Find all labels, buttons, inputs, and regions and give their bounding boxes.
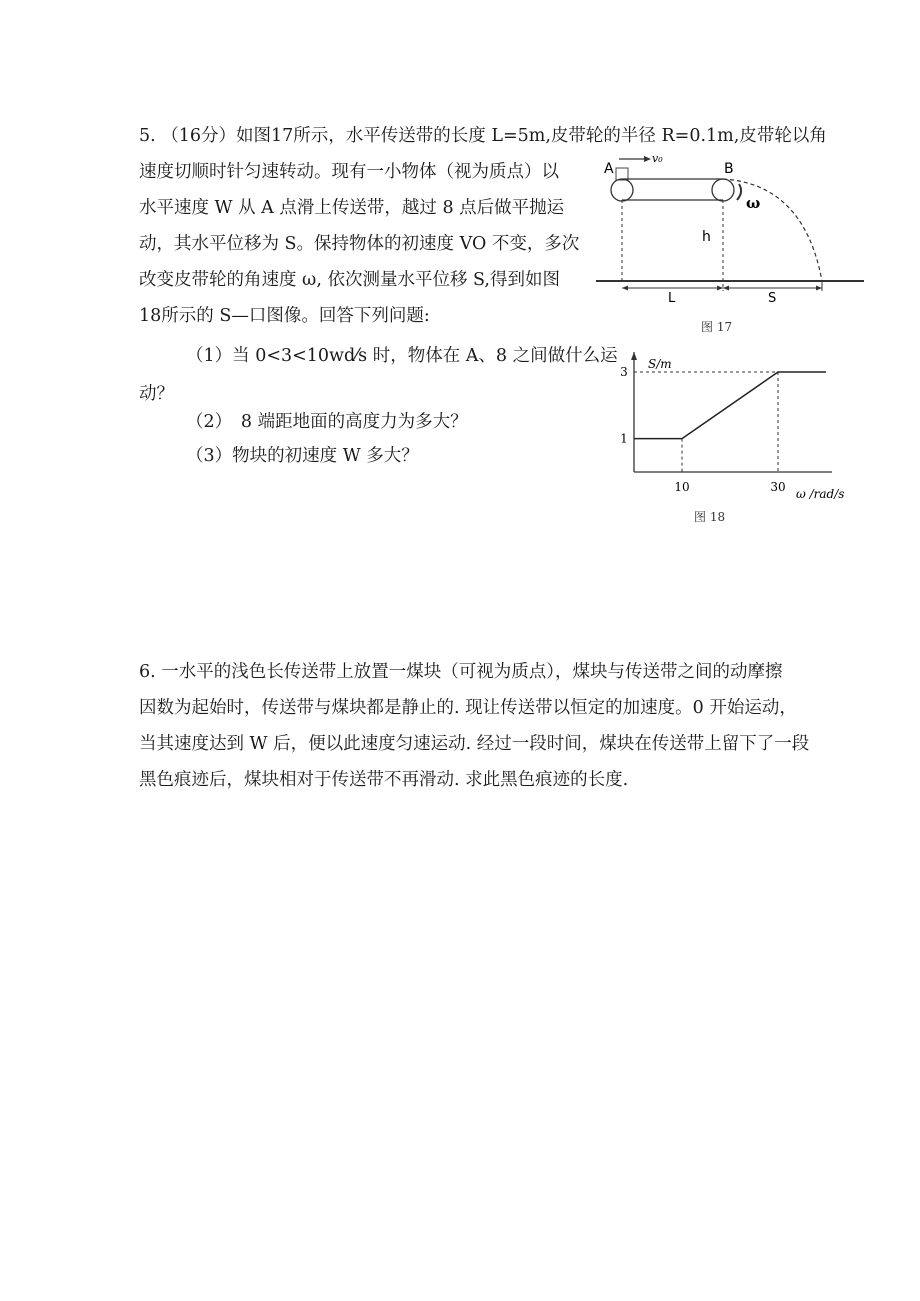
dim-l-arrow-right [717, 286, 723, 291]
dim-s-arrow-right [816, 286, 822, 291]
pulley-left [611, 179, 633, 201]
velocity-arrowhead [644, 156, 651, 162]
q5-sub-1-b: 动？ [139, 384, 174, 404]
fig17-caption: 图 17 [701, 320, 733, 334]
fig17-label-v0: v₀ [652, 152, 663, 165]
x-axis-label: ω /rad/s [796, 487, 845, 501]
q6-line-4: 黑色痕迹后，煤块相对于传送带不再滑动. 求此黑色痕迹的长度. [139, 770, 629, 790]
q6-line-3: 当其速度达到 W 后，便以此速度匀速运动. 经过一段时间，煤块在传送带上留下了一段 [139, 734, 810, 754]
fig17-label-a: A [604, 161, 614, 177]
x-tick-label-10: 10 [674, 480, 690, 494]
dim-s-arrow-left [723, 286, 729, 291]
figure-17-diagram [596, 150, 866, 306]
y-tick-label-1: 1 [620, 431, 628, 446]
fig18-caption: 图 18 [694, 510, 726, 524]
dim-l-arrow-left [622, 286, 628, 291]
q5-sub-3: （3）物块的初速度 W 多大？ [186, 446, 419, 466]
figure-18-chart [600, 352, 850, 504]
q6-line-1: 6. 一水平的浅色长传送带上放置一煤块（可视为质点），煤块与传送带之间的动摩擦 [139, 662, 783, 682]
y-axis-label: S/m [648, 357, 672, 371]
q5-line-2: 速度切顺时针匀速转动。现有一小物体（视为质点）以 [139, 162, 559, 182]
fig17-label-h: h [702, 229, 711, 245]
trajectory [723, 179, 822, 281]
q5-line-6: 18所示的 S—口图像。回答下列问题: [139, 306, 430, 326]
q5-sub-1-a: （1）当 0<3<10wd⁄s 时，物体在 A、8 之间做什么运 [186, 346, 618, 366]
data-series-line [634, 372, 826, 439]
q5-line-5: 改变皮带轮的角速度 ω, 依次测量水平位移 S,得到如图 [139, 270, 560, 290]
x-tick-label-30: 30 [770, 480, 786, 494]
rotation-arrow [737, 184, 741, 200]
object-block [616, 168, 628, 180]
q6-line-2: 因数为起始时，传送带与煤块都是静止的. 现让传送带以恒定的加速度。0 开始运动， [139, 698, 797, 718]
fig17-label-l: L [668, 291, 676, 306]
pulley-right [712, 179, 734, 201]
y-tick-label-3: 3 [620, 365, 628, 379]
q5-line-4: 动，其水平位移为 S。保持物体的初速度 VO 不变，多次 [139, 234, 580, 254]
q5-line-3: 水平速度 W 从 A 点滑上传送带，越过 8 点后做平抛运 [139, 198, 565, 218]
q5-sub-2: （2） 8 端距地面的高度力为多大？ [186, 412, 468, 432]
fig17-label-b: B [724, 161, 734, 177]
fig17-label-s: S [768, 291, 777, 306]
y-axis-arrow [631, 352, 637, 360]
q5-line-1: 5. （16分）如图17所示，水平传送带的长度 L=5m,皮带轮的半径 R=0.1m,皮带轮以角 [139, 126, 827, 146]
fig17-label-omega: ω [746, 194, 761, 212]
